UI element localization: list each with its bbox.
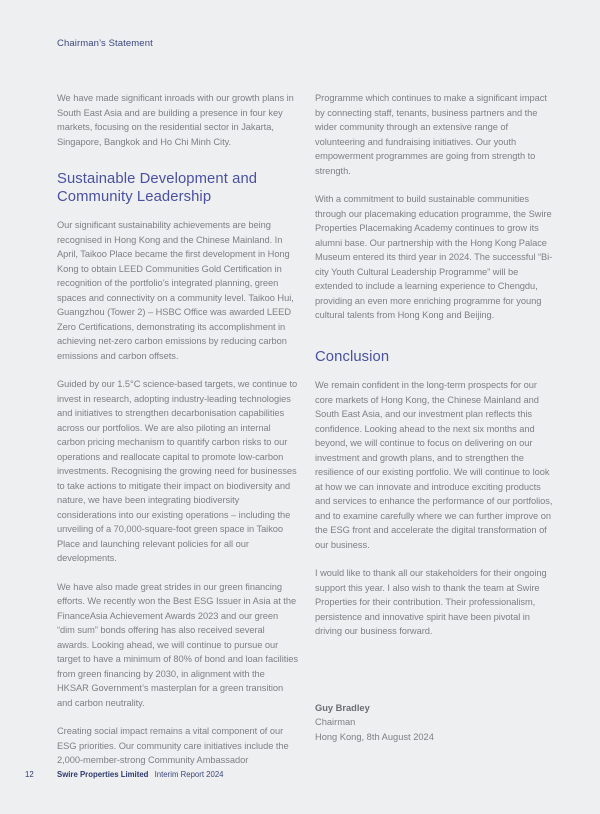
section-heading-conclusion: Conclusion: [315, 348, 390, 365]
left-column: [57, 91, 298, 782]
footer-publication-line: [57, 770, 224, 779]
paragraph-community-ambassador-programme: Programme which continues to make a significant impact by connecting staff, tenants, business partners and the wider community through an extensive range of volunteering and fundraising initiatives. Our youth empowerment programmes are going from strength to strength.: [315, 93, 547, 176]
signature-block: [315, 701, 556, 745]
page-number: 12: [25, 770, 34, 779]
footer-brand: Swire Properties Limited: [57, 770, 149, 779]
right-column: [315, 91, 556, 782]
paragraph-social-impact: Creating social impact remains a vital component of our ESG priorities. Our community care initiatives include the 2,000-member-strong Community Ambassador: [57, 726, 289, 766]
paragraph-green-financing: We have also made great strides in our green financing efforts. We recently won the Best ESG Issuer in Asia at the FinanceAsia Achievement Awards 2023 and our green “dim sum” bonds offering has also received several awards. Looking ahead, we will continue to pursue our target to have a minimum of 80% of bond and loan facilities from green financing by 2030, in alignment with the HKSAR Government’s masterplan for a green transition and carbon neutrality.: [57, 581, 298, 708]
paragraph-long-term-prospects: We remain confident in the long-term prospects for our core markets of Hong Kong, the Chinese Mainland and South East Asia, and our investment plan reflects this confidence. Looking ahead to the next six months and beyond, we will continue to focus on delivering on our investment and growth plans, and to strengthen the resilience of our existing portfolio. We will continue to look at how we can innovate and introduce exciting products and services to enhance the performance of our portfolios, and to examine carefully where we can further improve on the ESG front and accelerate the digital transformation of our business.: [315, 380, 553, 550]
paragraph-growth-plans: We have made significant inroads with our growth plans in South East Asia and are building a presence in four key markets, focusing on the residential sector in Jakarta, Singapore, Bangkok and Ho Chi Minh City.: [57, 93, 294, 147]
section-heading-sustainable-development: Sustainable Development and Community Leadership: [57, 171, 258, 205]
paragraph-sustainability-achievements: Our significant sustainability achievements are being recognised in Hong Kong and the Chinese Mainland. In April, Taikoo Place became the first development in Hong Kong to obtain LEED Communities Gold Certification in recognition of the portfolio’s integrated planning, green spaces and connectivity on a community level. Taikoo Hui, Guangzhou (Tower 2) – HSBC Office was awarded LEED Zero Certifications, demonstrating its accomplishment in achieving net-zero carbon emissions by reducing carbon emissions and carbon offsets.: [57, 220, 294, 361]
page-header-title: Chairman’s Statement: [57, 38, 153, 49]
signature-place-date: Hong Kong, 8th August 2024: [315, 731, 434, 742]
paragraph-placemaking-academy: With a commitment to build sustainable communities through our placemaking education programme, the Swire Properties Placemaking Academy continues to grow its alumni base. Our partnership with the Hong Kong Palace Museum entered its third year in 2024. The successful “Bi-city Youth Cultural Leadership Programme” will be extended to include a learning experience to Chengdu, providing an even more enriching programme for young cultural talents from Hong Kong and Beijing.: [315, 194, 553, 320]
paragraph-science-based-targets: Guided by our 1.5°C science-based targets, we continue to invest in research, adopting industry-leading technologies and initiatives to strengthen decarbonisation capabilities across our portfolios. We are also piloting an internal carbon pricing mechanism to quantify carbon risks to our operations and reallocate capital to promote low-carbon investments. Recognising the growing need for businesses to take actions to mitigate their impact on biodiversity and nature, we have been integrating biodiversity considerations into our existing operations – including the unveiling of a 70,000-square-foot green space in Taikoo Place and launching relevant policies for all our developments.: [57, 379, 298, 564]
signature-name: Guy Bradley: [315, 702, 370, 713]
two-column-layout: [57, 91, 557, 782]
footer-report-title: Interim Report 2024: [154, 770, 224, 779]
signature-title: Chairman: [315, 717, 356, 728]
paragraph-thank-stakeholders: I would like to thank all our stakeholders for their ongoing support this year. I also wish to thank the team at Swire Properties for their contribution. Their professionalism, persistence and innovative spirit have been pivotal in driving our business forward.: [315, 568, 547, 637]
